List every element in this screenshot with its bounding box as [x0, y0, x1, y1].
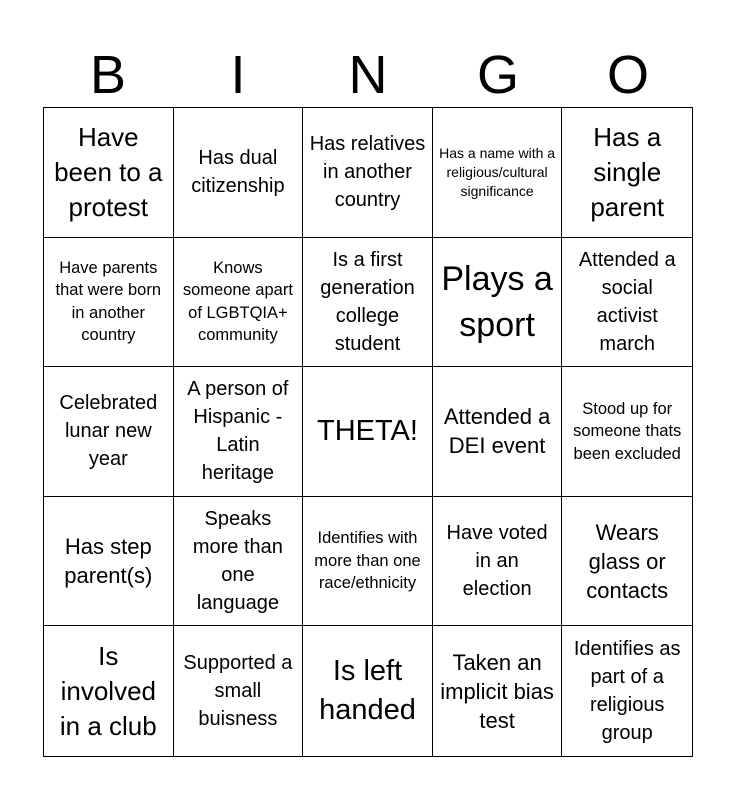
cell-label: Taken an implicit bias test — [440, 649, 554, 733]
cell-label: Supported a small buisness — [183, 652, 293, 731]
cell-label: Identifies as part of a religious group — [573, 638, 681, 745]
cell-label: Knows someone apart of LGBTQIA+ community — [182, 258, 293, 345]
bingo-cell-n4[interactable] — [303, 497, 433, 627]
cell-label: Have parents that were born in another country — [55, 258, 162, 345]
bingo-cell-i5[interactable] — [174, 626, 304, 756]
cell-label: A person of Hispanic - Latin heritage — [187, 378, 289, 485]
bingo-cell-o2[interactable] — [562, 238, 692, 368]
cell-label: Have been to a protest — [54, 121, 163, 222]
bingo-cell-b5[interactable] — [44, 626, 174, 756]
cell-label: Speaks more than one language — [192, 508, 283, 615]
cell-label: Plays a sport — [441, 259, 553, 344]
cell-label: Has relatives in another country — [309, 133, 426, 212]
bingo-cell-free[interactable] — [303, 367, 433, 497]
bingo-cell-n5[interactable] — [303, 626, 433, 756]
bingo-header — [43, 42, 693, 108]
bingo-cell-g2[interactable] — [433, 238, 563, 368]
bingo-cell-i1[interactable] — [174, 108, 304, 238]
cell-label: Have voted in an election — [446, 522, 548, 601]
bingo-cell-g5[interactable] — [433, 626, 563, 756]
bingo-cell-i3[interactable] — [174, 367, 304, 497]
bingo-cell-o5[interactable] — [562, 626, 692, 756]
cell-label: Has a name with a religious/cultural significance — [439, 144, 556, 199]
cell-label: Stood up for someone thats been excluded — [573, 399, 682, 463]
header-letter-n: N — [348, 45, 388, 105]
header-letter-i: I — [230, 45, 246, 105]
cell-label: Has a single parent — [590, 121, 665, 222]
bingo-cell-b3[interactable] — [44, 367, 174, 497]
bingo-cell-n2[interactable] — [303, 238, 433, 368]
bingo-cell-o4[interactable] — [562, 497, 692, 627]
bingo-cell-i4[interactable] — [174, 497, 304, 627]
bingo-cell-n1[interactable] — [303, 108, 433, 238]
cell-label: Has dual citizenship — [191, 147, 285, 198]
cell-label: Is left handed — [319, 655, 416, 727]
bingo-cell-g4[interactable] — [433, 497, 563, 627]
cell-label: Wears glass or contacts — [586, 519, 669, 603]
cell-label: Is a first generation college student — [320, 248, 415, 355]
cell-label: Is involved in a club — [59, 640, 157, 741]
bingo-cell-b1[interactable] — [44, 108, 174, 238]
bingo-cell-b2[interactable] — [44, 238, 174, 368]
bingo-cell-g3[interactable] — [433, 367, 563, 497]
cell-label: Has step parent(s) — [64, 534, 153, 589]
bingo-cell-i2[interactable] — [174, 238, 304, 368]
bingo-cell-o3[interactable] — [562, 367, 692, 497]
header-letter-o: O — [606, 45, 649, 105]
cell-label: Attended a social activist march — [578, 248, 676, 355]
bingo-cell-g1[interactable] — [433, 108, 563, 238]
header-letter-g: G — [476, 45, 519, 105]
cell-label: Attended a DEI event — [443, 404, 551, 459]
cell-label: Identifies with more than one race/ethnicity — [314, 529, 421, 593]
bingo-cell-b4[interactable] — [44, 497, 174, 627]
bingo-board — [43, 107, 693, 757]
cell-label: Celebrated lunar new year — [59, 392, 158, 471]
bingo-cell-o1[interactable] — [562, 108, 692, 238]
header-letter-b: B — [89, 45, 127, 105]
cell-label: THETA! — [317, 414, 418, 447]
